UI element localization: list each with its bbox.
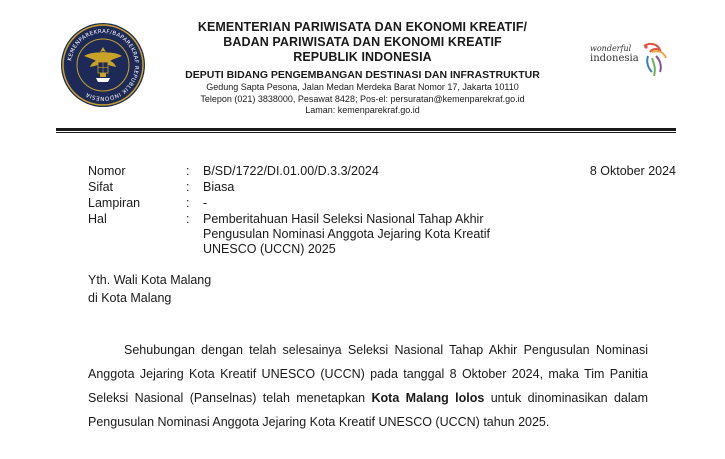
letter-date: 8 Oktober 2024: [589, 164, 676, 178]
ministry-emblem: [60, 22, 146, 108]
hal-value: Pemberitahuan Hasil Seleksi Nasional Tahap Akhir Pengusulan Nominasi Anggota Jejaring Kota Kreatif UNESCO (UCCN) 2025: [203, 212, 490, 256]
body-text-part1: Sehubungan dengan telah selesainya Seleksi Nasional Tahap Akhir Pengusulan Nominasi Anggota Jejaring Kota Kreatif UNESCO (UCCN) pada tanggal 8 Oktober 2024, maka Tim Panitia Seleksi Nasional (Panselnas) telah menetapkan: [88, 343, 648, 405]
office-website: Laman: kemenparekraf.go.id: [305, 105, 420, 115]
office-address: Gedung Sapta Pesona, Jalan Medan Merdeka Barat Nomor 17, Jakarta 10110: [206, 82, 519, 92]
logo-text-small: wonderful: [590, 44, 632, 53]
lampiran-value: -: [203, 196, 208, 210]
body-text-part2: untuk dinominasikan dalam Pengusulan Nominasi Anggota Jejaring Kota Kreatif UNESCO (UCCN) tahun 2025.: [88, 391, 649, 429]
letterhead: [150, 20, 575, 117]
addressee-name: Yth. Wali Kota Malang: [88, 273, 212, 287]
deputy-name: DEPUTI BIDANG PENGEMBANGAN DESTINASI DAN INFRASTRUKTUR: [185, 69, 540, 81]
hal-label: Hal: [88, 212, 107, 226]
garuda-emblem-icon: [60, 22, 146, 108]
sifat-colon: :: [186, 180, 190, 194]
wonderful-indonesia-logo: [586, 38, 686, 84]
sifat-value: Biasa: [203, 180, 235, 194]
nomor-value: B/SD/1722/DI.01.00/D.3.3/2024: [203, 164, 379, 178]
nomor-label: Nomor: [88, 164, 126, 178]
lampiran-label: Lampiran: [88, 196, 141, 210]
letterhead-rule-thin: [56, 132, 676, 133]
letter-body-paragraph: [88, 338, 648, 434]
garuda-swirl-icon: [586, 38, 686, 84]
hal-colon: :: [186, 212, 190, 226]
ministry-name-line1: KEMENTERIAN PARIWISATA DAN EKONOMI KREATIF/: [197, 20, 528, 34]
addressee-location: di Kota Malang: [88, 291, 172, 305]
ministry-name-line3: REPUBLIK INDONESIA: [293, 50, 432, 64]
ministry-name-line2: BADAN PARIWISATA DAN EKONOMI KREATIF: [223, 35, 502, 49]
lampiran-colon: :: [186, 196, 190, 210]
letterhead-rule-thick: [56, 128, 676, 131]
body-text-bold: Kota Malang lolos: [371, 391, 485, 405]
logo-text-big: indonesia: [590, 53, 639, 64]
office-phone: Telepon (021) 3838000, Pesawat 8428; Pos-el: persuratan@kemenparekraf.go.id: [200, 93, 525, 104]
sifat-label: Sifat: [88, 180, 114, 194]
emblem-ring-text: KEMENPAREKRAF/BAPAREKRAF REPUBLIK INDONESIA: [67, 28, 140, 102]
nomor-colon: :: [186, 164, 190, 178]
